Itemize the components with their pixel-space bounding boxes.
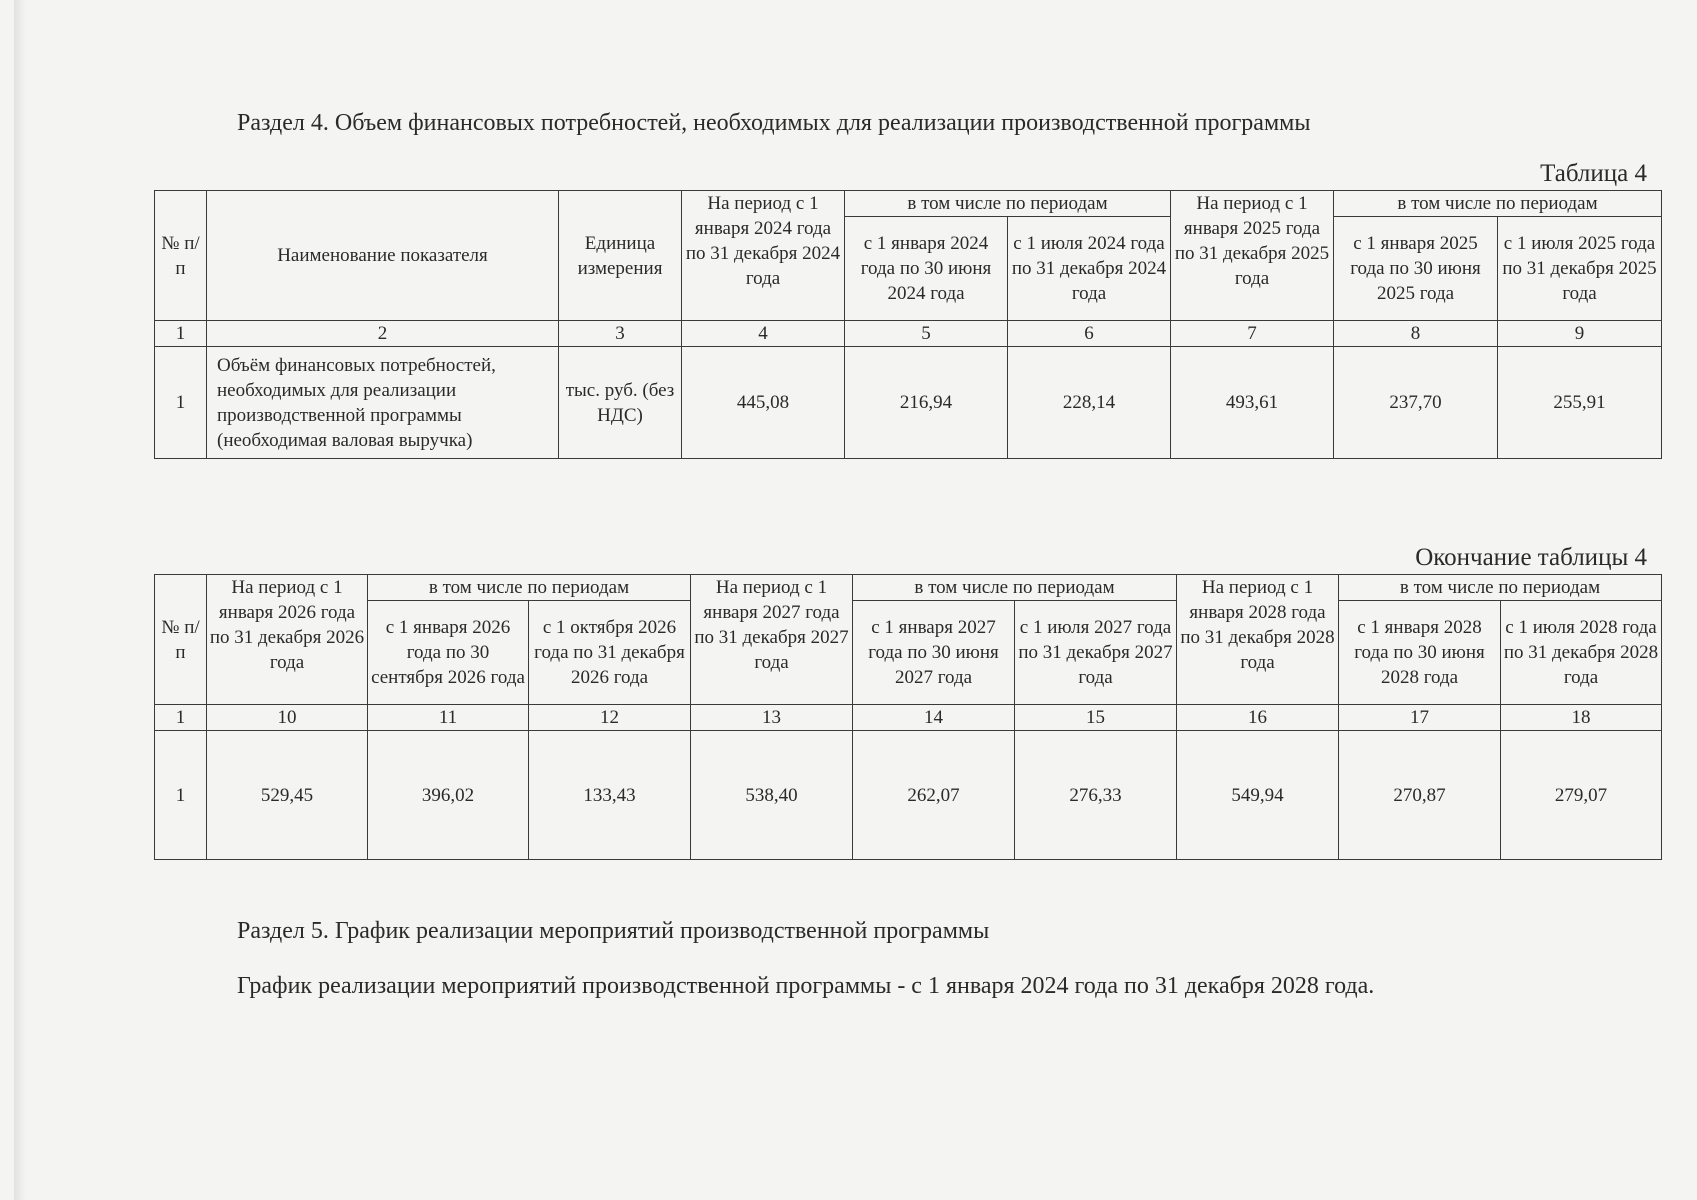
value-2025-h2: 255,91: [1498, 347, 1662, 459]
row-unit: тыс. руб. (без НДС): [559, 347, 682, 459]
section-4-title: Раздел 4. Объем финансовых потребностей, необходимых для реализации производственной программы: [237, 110, 1311, 136]
col-number: 8: [1334, 321, 1498, 347]
col-number: 2: [207, 321, 559, 347]
row-no: 1: [155, 731, 207, 860]
section-5-text: График реализации мероприятий производственной программы - с 1 января 2024 года по 31 декабря 2028 года.: [237, 973, 1375, 999]
table-row: [155, 347, 1662, 459]
col-number: 16: [1177, 705, 1339, 731]
table-4-end: [154, 574, 1662, 860]
col-number: 12: [529, 705, 691, 731]
value-2028-h2: 279,07: [1501, 731, 1662, 860]
sub-2026-2-header: с 1 октября 2026 года по 31 декабря 2026 года: [529, 601, 691, 705]
col-number: 6: [1008, 321, 1171, 347]
table-4-end-caption: Окончание таблицы 4: [1415, 544, 1647, 571]
col-name-header: Наименование показателя: [207, 191, 559, 321]
sub-2025-2-header: с 1 июля 2025 года по 31 декабря 2025 года: [1498, 217, 1662, 321]
col-number: 13: [691, 705, 853, 731]
page-edge-shadow: [14, 0, 26, 1200]
period-2027-header: На период с 1 января 2027 года по 31 декабря 2027 года: [691, 575, 853, 705]
value-2027: 538,40: [691, 731, 853, 860]
subperiods-2027-header: в том числе по периодам: [853, 575, 1177, 601]
row-indicator-name: Объём финансовых потребностей, необходимых для реализации производственной программы (необходимая валовая выручка): [207, 347, 559, 459]
col-number: 1: [155, 705, 207, 731]
value-2024: 445,08: [682, 347, 845, 459]
sub-2024-1-header: с 1 января 2024 года по 30 июня 2024 года: [845, 217, 1008, 321]
subperiods-2024-header: в том числе по периодам: [845, 191, 1171, 217]
sub-2027-2-header: с 1 июля 2027 года по 31 декабря 2027 года: [1015, 601, 1177, 705]
value-2025: 493,61: [1171, 347, 1334, 459]
col-unit-header: Единица измерения: [559, 191, 682, 321]
col-number: 10: [207, 705, 368, 731]
period-2026-header: На период с 1 января 2026 года по 31 декабря 2026 года: [207, 575, 368, 705]
value-2026-q4: 133,43: [529, 731, 691, 860]
value-2026-q1-3: 396,02: [368, 731, 529, 860]
value-2024-h1: 216,94: [845, 347, 1008, 459]
value-2028: 549,94: [1177, 731, 1339, 860]
sub-2028-2-header: с 1 июля 2028 года по 31 декабря 2028 года: [1501, 601, 1662, 705]
sub-2026-1-header: с 1 января 2026 года по 30 сентября 2026 года: [368, 601, 529, 705]
value-2026: 529,45: [207, 731, 368, 860]
table-row: [155, 731, 1662, 860]
table-4: [154, 190, 1662, 459]
period-2024-header: На период с 1 января 2024 года по 31 декабря 2024 года: [682, 191, 845, 321]
col-number: 14: [853, 705, 1015, 731]
sub-2028-1-header: с 1 января 2028 года по 30 июня 2028 года: [1339, 601, 1501, 705]
col-number: 4: [682, 321, 845, 347]
row-no: 1: [155, 347, 207, 459]
value-2025-h1: 237,70: [1334, 347, 1498, 459]
period-2028-header: На период с 1 января 2028 года по 31 декабря 2028 года: [1177, 575, 1339, 705]
sub-2027-1-header: с 1 января 2027 года по 30 июня 2027 года: [853, 601, 1015, 705]
col-number: 11: [368, 705, 529, 731]
period-2025-header: На период с 1 января 2025 года по 31 декабря 2025 года: [1171, 191, 1334, 321]
subperiods-2025-header: в том числе по периодам: [1334, 191, 1662, 217]
sub-2024-2-header: с 1 июля 2024 года по 31 декабря 2024 года: [1008, 217, 1171, 321]
value-2027-h1: 262,07: [853, 731, 1015, 860]
col-no-header: № п/п: [155, 575, 207, 705]
col-number: 17: [1339, 705, 1501, 731]
value-2028-h1: 270,87: [1339, 731, 1501, 860]
table-4-caption: Таблица 4: [1540, 160, 1647, 187]
col-number: 15: [1015, 705, 1177, 731]
col-number: 18: [1501, 705, 1662, 731]
col-number: 1: [155, 321, 207, 347]
subperiods-2026-header: в том числе по периодам: [368, 575, 691, 601]
col-number: 3: [559, 321, 682, 347]
col-no-header: № п/п: [155, 191, 207, 321]
value-2027-h2: 276,33: [1015, 731, 1177, 860]
section-5-title: Раздел 5. График реализации мероприятий производственной программы: [237, 918, 990, 944]
value-2024-h2: 228,14: [1008, 347, 1171, 459]
sub-2025-1-header: с 1 января 2025 года по 30 июня 2025 года: [1334, 217, 1498, 321]
col-number: 9: [1498, 321, 1662, 347]
col-number: 7: [1171, 321, 1334, 347]
col-number: 5: [845, 321, 1008, 347]
subperiods-2028-header: в том числе по периодам: [1339, 575, 1662, 601]
